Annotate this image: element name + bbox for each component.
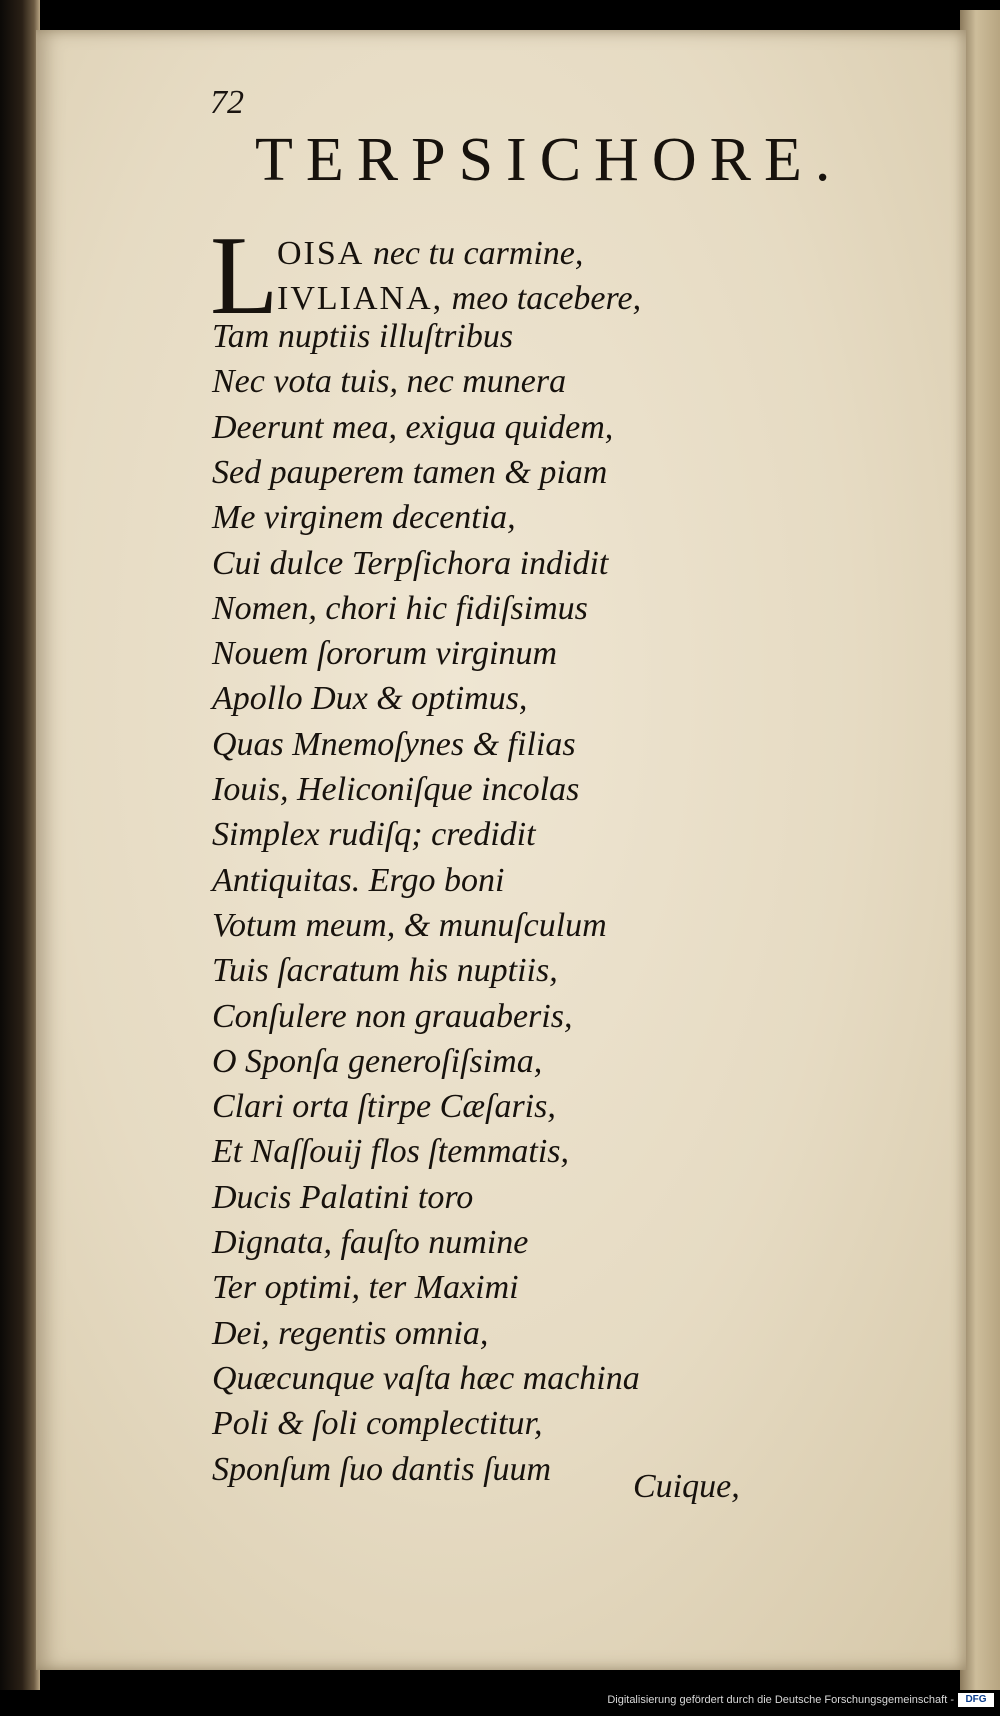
digitization-credit: Digitalisierung gefördert durch die Deutsche Forschungsgemeinschaft - [607, 1694, 954, 1706]
poem-line: O Sponſa generoſiſsima, [212, 1043, 543, 1080]
poem-line: Poli & ſoli complectitur, [212, 1405, 543, 1442]
poem-line: Dei, regentis omnia, [212, 1315, 489, 1352]
poem-line: Quas Mnemoſynes & filias [212, 726, 576, 763]
poem-line: Quæcunque vaſta hæc machina [212, 1360, 640, 1397]
page-title: TERPSICHORE. [255, 126, 844, 194]
dfg-logo: DFG [958, 1693, 994, 1707]
poem-line: Iouis, Heliconiſque incolas [212, 771, 580, 808]
poem-line: Tam nuptiis illuſtribus [212, 318, 514, 355]
poem-line: Et Naſſouij flos ſtemmatis, [212, 1133, 570, 1170]
poem-line: Sponſum ſuo dantis ſuum [212, 1451, 552, 1488]
poem-line-2 [277, 282, 641, 316]
poem-line: Nec vota tuis, nec munera [212, 363, 567, 400]
poem-line: Votum meum, & munuſculum [212, 907, 607, 944]
poem-line-1-caps: OISA [277, 235, 365, 272]
poem-line: Antiquitas. Ergo boni [212, 862, 505, 899]
poem-line: Dignata, fauſto numine [212, 1224, 529, 1261]
poem-line: Nomen, chori hic fidiſsimus [212, 590, 588, 627]
poem-line: Tuis ſacratum his nuptiis, [212, 952, 558, 989]
poem-line: Deerunt mea, exigua quidem, [212, 409, 614, 446]
poem-line: Ter optimi, ter Maximi [212, 1269, 519, 1306]
poem-line: Sed pauperem tamen & piam [212, 454, 608, 491]
poem-line-2-text: meo tacebere, [451, 280, 642, 317]
poem-line-2-caps: IVLIANA, [277, 280, 444, 317]
poem-line-1 [277, 237, 583, 271]
poem-line: Apollo Dux & optimus, [212, 680, 528, 717]
poem-line-1-text: nec tu carmine, [372, 235, 584, 272]
catchword: Cuique, [633, 1468, 740, 1505]
poem-line: Clari orta ſtirpe Cæſaris, [212, 1088, 556, 1125]
poem-line: Cui dulce Terpſichora indidit [212, 545, 609, 582]
poem-line: Me virginem decentia, [212, 499, 516, 536]
poem-line: Ducis Palatini toro [212, 1179, 474, 1216]
poem-line: Conſulere non grauaberis, [212, 998, 573, 1035]
page-number: 72 [210, 84, 244, 121]
poem-line: Simplex rudiſq; credidit [212, 816, 536, 853]
drop-initial: L [210, 214, 279, 338]
poem-line: Nouem ſororum virginum [212, 635, 558, 672]
